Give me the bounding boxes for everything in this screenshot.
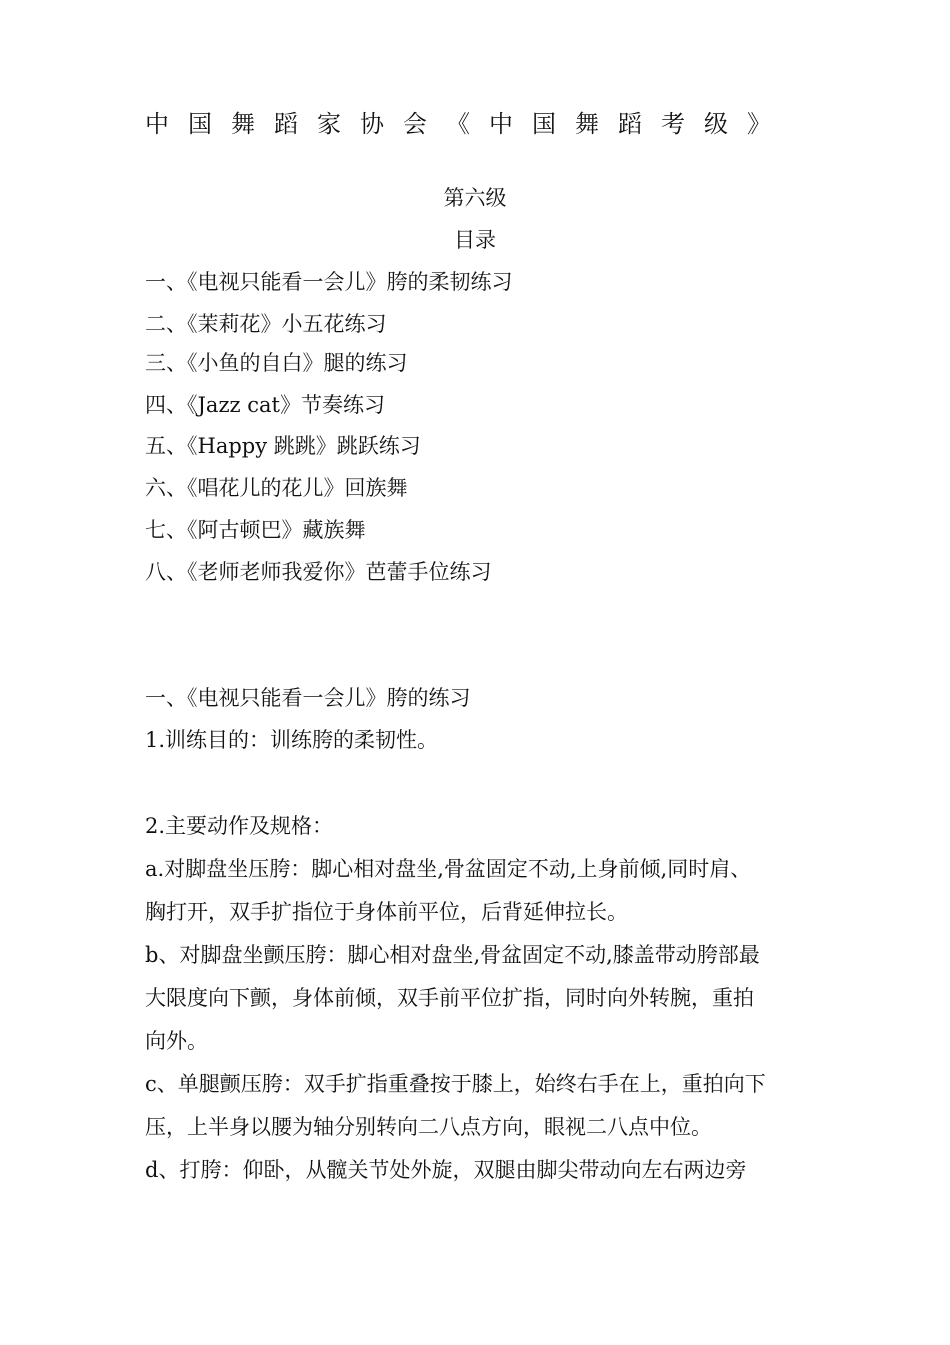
toc-item: 七、《阿古顿巴》藏族舞 [145, 518, 366, 542]
actions-heading: 2.主要动作及规格： [145, 814, 334, 838]
toc-item: 四、《Jazz cat》节奏练习 [145, 393, 385, 417]
toc-item: 二、《茉莉花》小五花练习 [145, 312, 387, 336]
training-purpose: 1.训练目的：训练胯的柔韧性。 [145, 728, 439, 752]
document-title: 中国舞蹈家协会《中国舞蹈考级》 [145, 110, 790, 138]
body-line: 胸打开，双手扩指位于身体前平位，后背延伸拉长。 [145, 900, 628, 924]
body-line: 向外。 [145, 1029, 208, 1053]
toc-item: 五、《Happy 跳跳》跳跃练习 [145, 434, 421, 458]
toc-item: 三、《小鱼的自白》腿的练习 [145, 351, 408, 375]
body-line: 压，上半身以腰为轴分别转向二八点方向，眼视二八点中位。 [145, 1115, 712, 1139]
section-heading: 一、《电视只能看一会儿》胯的练习 [145, 686, 471, 710]
toc-heading: 目录 [454, 228, 496, 252]
body-line: a.对脚盘坐压胯：脚心相对盘坐,骨盆固定不动,上身前倾,同时肩、 [145, 857, 752, 881]
body-line: d、打胯：仰卧，从髋关节处外旋，双腿由脚尖带动向左右两边旁 [145, 1158, 747, 1182]
toc-item: 六、《唱花儿的花儿》回族舞 [145, 476, 408, 500]
body-line: 大限度向下颤，身体前倾，双手前平位扩指，同时向外转腕，重拍 [145, 986, 754, 1010]
body-line: b、对脚盘坐颤压胯：脚心相对盘坐,骨盆固定不动,膝盖带动胯部最 [145, 943, 760, 967]
toc-item: 八、《老师老师我爱你》芭蕾手位练习 [145, 560, 492, 584]
toc-item: 一、《电视只能看一会儿》胯的柔韧练习 [145, 270, 513, 294]
level-heading: 第六级 [443, 186, 507, 210]
body-line: c、单腿颤压胯：双手扩指重叠按于膝上，始终右手在上，重拍向下 [145, 1072, 766, 1096]
